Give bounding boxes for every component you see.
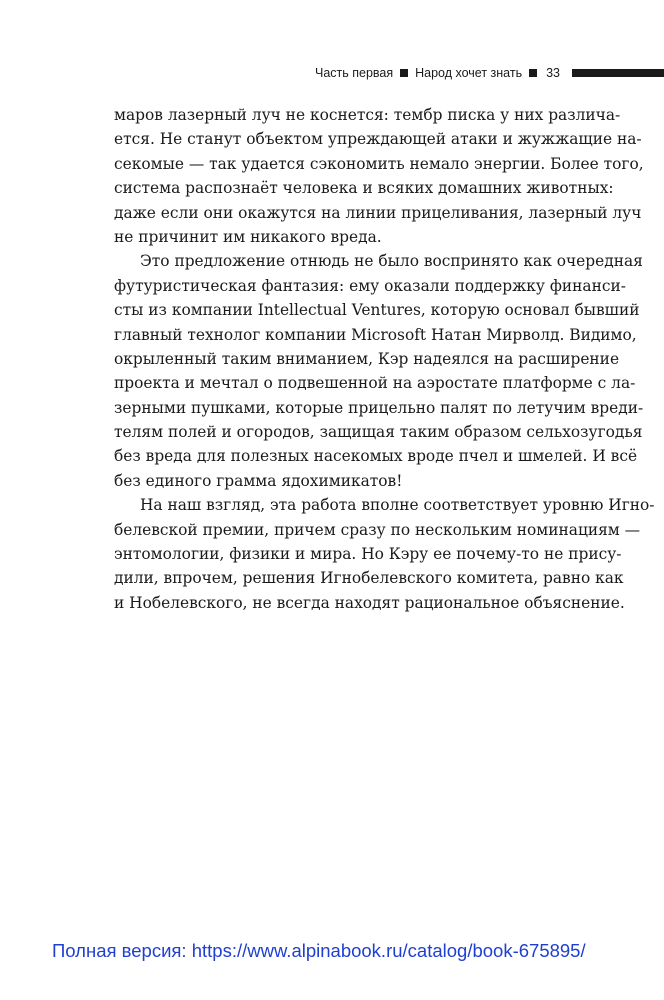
text-line: На наш взгляд, эта работа вполне соответствует уровню Игно-	[140, 496, 655, 515]
part-title: Часть первая	[314, 66, 394, 80]
text-line: секомые — так удается сэкономить немало энергии. Более того,	[114, 154, 644, 173]
text-line: без единого грамма ядохимикатов!	[114, 471, 403, 490]
body-text	[114, 103, 655, 615]
text-line: не причинит им никакого вреда.	[114, 227, 382, 246]
text-line: проекта и мечтал о подвешенной на аэростате платформе с ла-	[114, 374, 636, 393]
text-line: белевской премии, причем сразу по нескольким номинациям —	[114, 520, 641, 539]
text-line: даже если они окажутся на линии прицеливания, лазерный луч	[114, 203, 642, 222]
text-line: окрыленный таким вниманием, Кэр надеялся на расширение	[114, 349, 620, 368]
chapter-title: Народ хочет знать	[415, 66, 523, 80]
text-line: и Нобелевского, не всегда находят рациональное объяснение.	[114, 593, 625, 612]
text-line: маров лазерный луч не коснется: тембр писка у них различа-	[114, 106, 621, 124]
text-line: футуристическая фантазия: ему оказали поддержку финанси-	[114, 276, 626, 295]
header-bar	[572, 69, 664, 77]
text-line: зерными пушками, которые прицельно палят по летучим вреди-	[114, 398, 644, 417]
text-line: телям полей и огородов, защищая таким образом сельхозугодья	[114, 423, 643, 442]
square-bullet-icon	[529, 69, 537, 77]
text-line: без вреда для полезных насекомых вроде пчел и шмелей. И всё	[114, 447, 638, 466]
text-line: Это предложение отнюдь не было воспринято как очередная	[140, 252, 643, 271]
page-number: 33	[546, 66, 560, 80]
square-bullet-icon	[400, 69, 408, 77]
text-line: ется. Не станут объектом упреждающей атаки и жужжащие на-	[114, 130, 642, 149]
text-line: сты из компании Intellectual Ventures, которую основал бывший	[114, 301, 640, 320]
text-line: система распознаёт человека и всяких домашних животных:	[114, 179, 614, 198]
text-line: энтомологии, физики и мира. Но Кэру ее почему-то не прису-	[114, 545, 622, 564]
full-version-link[interactable]: Полная версия: https://www.alpinabook.ru/catalog/book-675895/	[52, 940, 586, 961]
text-line: главный технолог компании Microsoft Натан Мирволд. Видимо,	[114, 325, 637, 344]
running-head	[315, 62, 664, 84]
text-line: дили, впрочем, решения Игнобелевского комитета, равно как	[114, 569, 624, 588]
